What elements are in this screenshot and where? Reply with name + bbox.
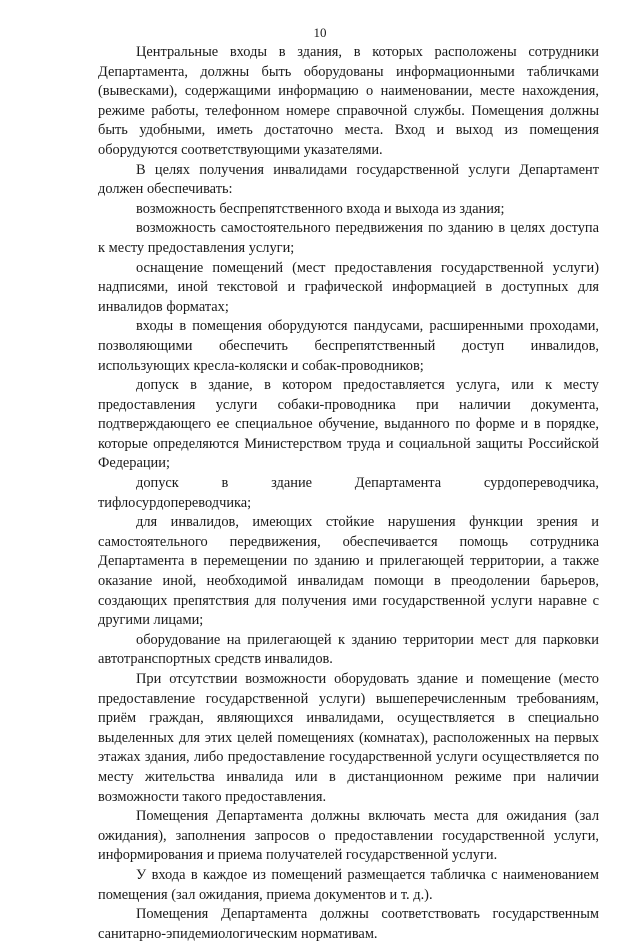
paragraph-staff-assistance: для инвалидов, имеющих стойкие нарушения функции зрения и самостоятельного передвижения, обеспечивается помощь сотрудника Департамента в перемещении по зданию и прилегающей территории, а также оказание иной, необходимой инвалидам помощи в преодолении барьеров, создающих препятствия для получения ими государственной услуги наравне с другими лицами; xyxy=(98,514,599,629)
paragraph-free-entry: возможность беспрепятственного входа и выхода из здания; xyxy=(136,200,505,217)
page-number: 10 xyxy=(313,25,327,40)
paragraph-alternative-premises: При отсутствии возможности оборудовать здание и помещение (место предоставление государственной услуги) вышеперечисленным требованиям, приём граждан, являющихся инвалидами, осуществляется в специально выделенных для этих целей помещениях (комнатах), расположенных на первых этажах здания, либо предоставление государственной услуги осуществляется по месту жительства инвалида или в дистанционном режиме при наличии возможности такого предоставления. xyxy=(98,671,599,805)
paragraph-sanitary-norms: Помещения Департамента должны соответствовать государственным санитарно-эпидемиологическим нормативам. xyxy=(98,906,599,942)
paragraph-sign-interpreter: допуск в здание Департамента сурдопереводчика, тифлосурдопереводчика; xyxy=(98,475,599,511)
paragraph-signage: оснащение помещений (мест предоставления государственной услуги) надписями, иной текстовой и графической информацией в доступных для инвалидов форматах; xyxy=(98,259,599,315)
document-body xyxy=(98,43,599,944)
paragraph-waiting-areas: Помещения Департамента должны включать места для ожидания (зал ожидания), заполнения запросов о предоставлении государственной услуги, информирования и приема получателей государственной услуги. xyxy=(98,808,599,864)
paragraph-guide-dog: допуск в здание, в котором предоставляется услуга, или к месту предоставления услуги собаки-проводника при наличии документа, подтверждающего ее специальное обучение, выданного по форме и в порядке, которые определяются Министерством труда и социальной защиты Российской Федерации; xyxy=(98,377,599,472)
paragraph-parking: оборудование на прилегающей к зданию территории мест для парковки автотранспортных средств инвалидов. xyxy=(98,631,599,668)
paragraph-department-must-provide: В целях получения инвалидами государственной услуги Департамент должен обеспечивать: xyxy=(98,161,599,198)
paragraph-door-plaque: У входа в каждое из помещений размещается табличка с наименованием помещения (зал ожидания, приема документов и т. д.). xyxy=(98,866,599,903)
paragraph-ramps: входы в помещения оборудуются пандусами, расширенными проходами, позволяющими обеспечить беспрепятственный доступ инвалидов, использующих кресла-коляски и собак-проводников; xyxy=(98,318,599,374)
paragraph-entrances: Центральные входы в здания, в которых расположены сотрудники Департамента, должны быть оборудованы информационными табличками (вывесками), содержащими информацию о наименовании, месте нахождения, режиме работы, телефонном номере справочной службы. Помещения должны быть удобными, иметь достаточно места. Вход и выход из помещения оборудуются соответствующими указателями. xyxy=(98,44,599,158)
paragraph-independent-movement: возможность самостоятельного передвижения по зданию в целях доступа к месту предоставления услуги; xyxy=(98,220,599,256)
